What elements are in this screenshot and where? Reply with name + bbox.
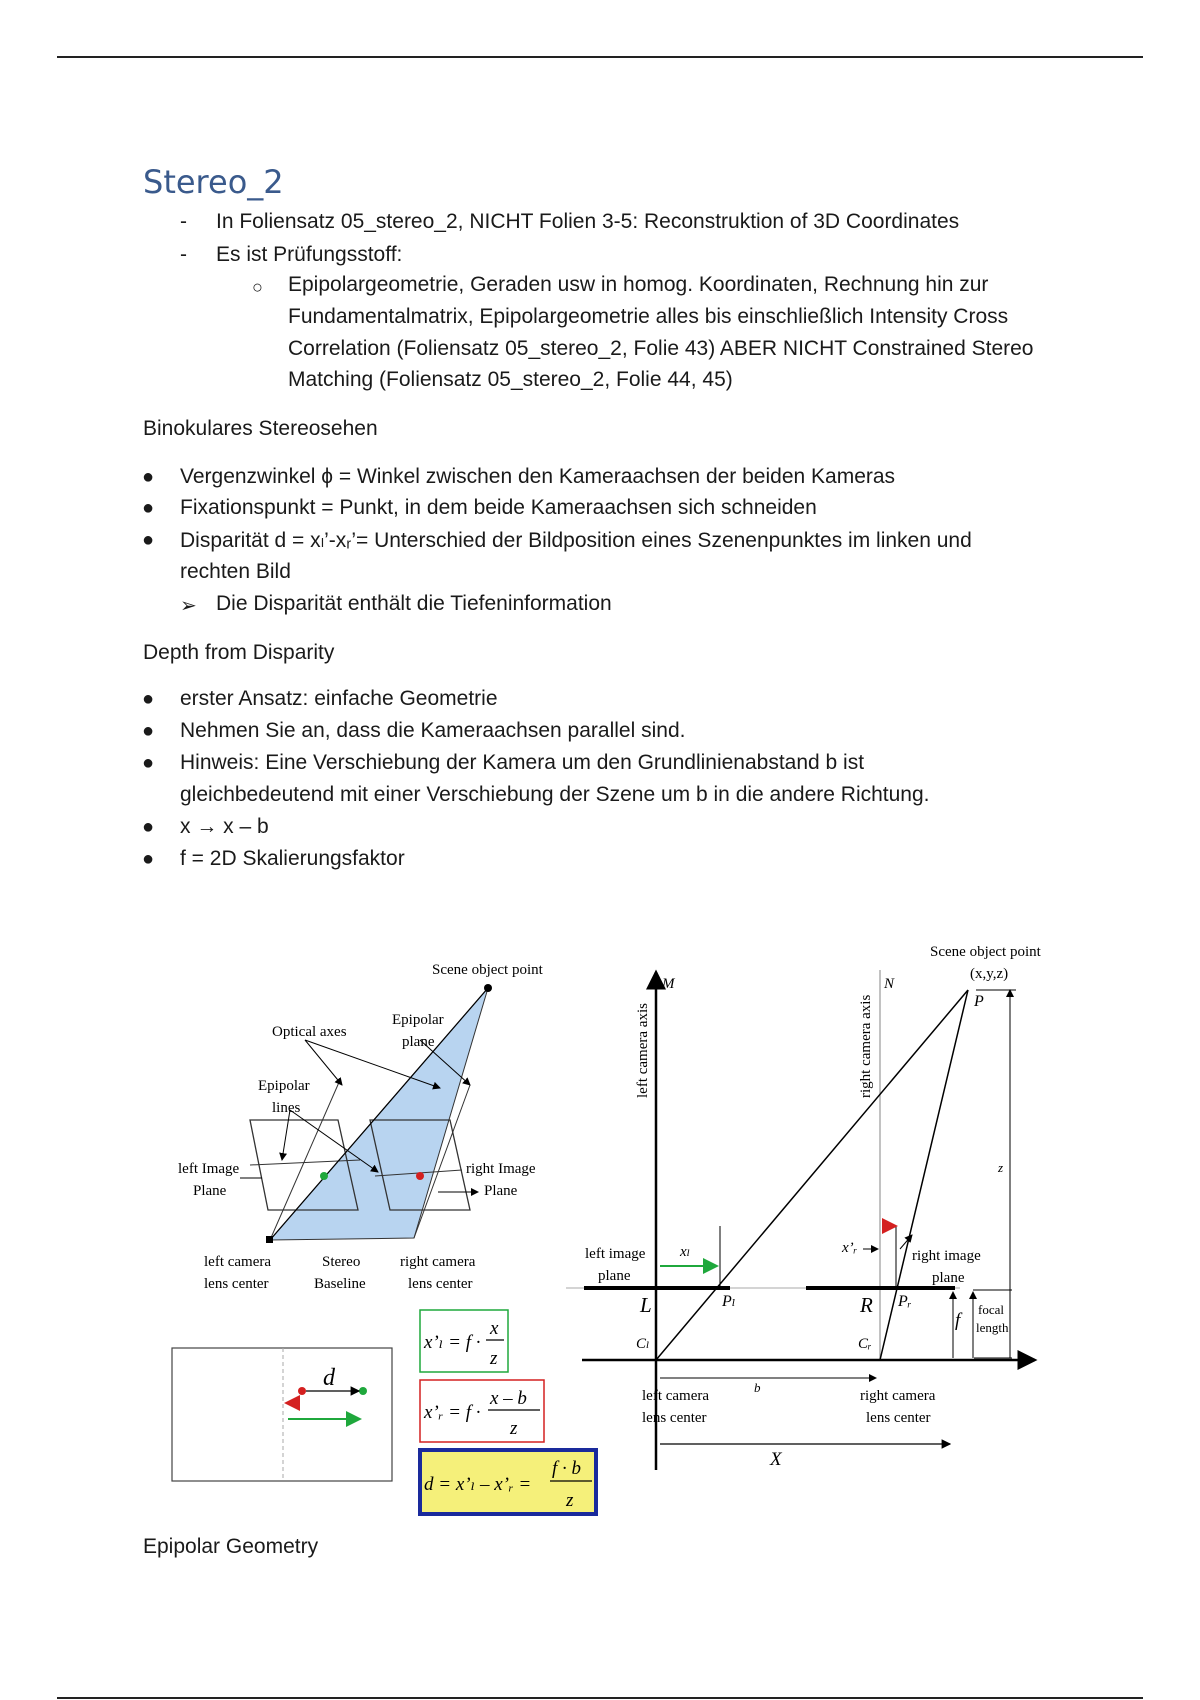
bullet-vergenzwinkel: Vergenzwinkel ϕ = Winkel zwischen den Kameraachsen der beiden Kameras: [180, 465, 896, 488]
intro-sub-line-3: Correlation (Foliensatz 05_stereo_2, Folie 43) ABER NICHT Constrained Stereo: [288, 337, 1034, 360]
dash-marker: -: [180, 243, 187, 266]
label-left-image-plane-1: left Image: [178, 1161, 240, 1177]
section-heading-epipolar: Epipolar Geometry: [143, 1535, 319, 1558]
intro-sub-line-2: Fundamentalmatrix, Epipolargeometrie alles bis einschließlich Intensity Cross: [288, 305, 1009, 328]
bullet-dot: ●: [142, 720, 155, 742]
sub-bullet-tiefe: Die Disparität enthält die Tiefeninformation: [216, 592, 612, 615]
left-projection-dot: [320, 1172, 328, 1180]
formula-d-den: z: [566, 1490, 574, 1511]
label-left-camera-2: lens center: [204, 1276, 269, 1292]
label-right-camera-axis: right camera axis: [858, 994, 874, 1098]
formula-xr: [420, 1380, 544, 1442]
label-Pl: Pₗ: [722, 1293, 736, 1310]
label-R: R: [860, 1293, 873, 1317]
label-b: b: [754, 1380, 761, 1395]
label-left-image-plane-r2: plane: [598, 1268, 631, 1284]
bullet-disparitaet-a: Disparität d = xₗ’-xᵣ’= Unterschied der Bildposition eines Szenenpunktes im linken und: [180, 529, 972, 552]
label-baseline-2: Baseline: [314, 1276, 366, 1292]
label-left-cam-center-2: lens center: [642, 1410, 707, 1426]
intro-sub-line-4: Matching (Foliensatz 05_stereo_2, Folie 44, 45): [288, 368, 733, 391]
label-focal-length-1: focal: [978, 1302, 1004, 1317]
label-N: N: [884, 976, 895, 992]
epipolar-geometry-diagram: [178, 962, 544, 1292]
bullet-fixationspunkt: Fixationspunkt = Punkt, in dem beide Kameraachsen sich schneiden: [180, 496, 817, 519]
bullet-dot: ●: [142, 466, 155, 488]
bullet-dot: ●: [142, 816, 155, 838]
bullet-dot: ●: [142, 752, 155, 774]
label-L: L: [640, 1293, 652, 1317]
label-left-image-plane-2: Plane: [193, 1183, 227, 1199]
section-heading-binokular: Binokulares Stereosehen: [143, 417, 378, 440]
formula-xl-den: z: [490, 1348, 498, 1369]
label-right-image-plane-2: Plane: [484, 1183, 518, 1199]
right-projection-dot: [416, 1172, 424, 1180]
label-M: M: [662, 976, 675, 992]
formula-xl: [420, 1310, 508, 1372]
label-xr: x’ᵣ: [842, 1240, 858, 1256]
dash-marker: -: [180, 210, 187, 233]
label-epipolar-lines-1: Epipolar: [258, 1078, 310, 1094]
formula-d: [420, 1450, 596, 1514]
label-epipolar-plane-2: plane: [402, 1034, 435, 1050]
intro-line-1: In Foliensatz 05_stereo_2, NICHT Folien 3-5: Reconstruktion of 3D Coordinates: [216, 210, 960, 233]
label-P: P: [974, 993, 984, 1010]
label-scene-obj-right-2: (x,y,z): [970, 966, 1009, 982]
label-Pr: Pᵣ: [898, 1293, 912, 1310]
bullet-x-minus-b: x → x – b: [180, 815, 269, 838]
label-right-camera-1: right camera: [400, 1254, 476, 1270]
bullet-dot: ●: [142, 848, 155, 870]
label-right-image-plane-1: right Image: [466, 1161, 536, 1177]
page-title: Stereo_2: [143, 163, 284, 201]
formula-xr-den: z: [510, 1418, 518, 1439]
label-z: z: [998, 1160, 1004, 1175]
formula-xr-lhs: x’ᵣ = f ·: [424, 1402, 481, 1423]
label-right-image-plane-r2: plane: [932, 1270, 965, 1286]
bullet-dot: ●: [142, 497, 155, 519]
scene-point-dot: [484, 984, 492, 992]
label-right-image-plane-r1: right image: [912, 1248, 981, 1264]
label-epipolar-plane-1: Epipolar: [392, 1012, 444, 1028]
label-Cr: Cᵣ: [858, 1336, 872, 1352]
formula-d-lhs: d = x’ₗ – x’ᵣ =: [424, 1474, 532, 1495]
intro-line-2: Es ist Prüfungsstoff:: [216, 243, 403, 266]
disparity-box: [172, 1348, 392, 1481]
label-X: X: [770, 1449, 782, 1470]
bullet-hinweis-a: Hinweis: Eine Verschiebung der Kamera um den Grundlinienabstand b ist: [180, 751, 865, 774]
label-right-cam-center-1: right camera: [860, 1388, 936, 1404]
bullet-disparitaet-b: rechten Bild: [180, 560, 291, 583]
label-scene-object-point: Scene object point: [432, 962, 543, 978]
label-d: d: [323, 1365, 335, 1391]
formula-xl-num: x: [490, 1318, 499, 1339]
label-baseline-1: Stereo: [322, 1254, 361, 1270]
label-xl: xₗ: [680, 1244, 691, 1260]
bullet-dot: ●: [142, 529, 155, 551]
bullet-hinweis-b: gleichbedeutend mit einer Verschiebung der Szene um b in die andere Richtung.: [180, 783, 930, 806]
bullet-dot: ●: [142, 688, 155, 710]
circle-bullet: ○: [252, 277, 263, 297]
formula-d-num: f · b: [552, 1458, 582, 1479]
label-left-camera-axis: left camera axis: [635, 1003, 651, 1098]
formula-xl-lhs: x’ₗ = f ·: [424, 1332, 481, 1353]
parallel-camera-diagram: [566, 944, 1042, 1470]
label-left-image-plane-r1: left image: [585, 1246, 646, 1262]
formula-xr-num: x – b: [490, 1388, 527, 1409]
label-left-cam-center-1: left camera: [642, 1388, 710, 1404]
arrow-bullet-icon: ➢: [180, 595, 197, 617]
label-right-cam-center-2: lens center: [866, 1410, 931, 1426]
label-epipolar-lines-2: lines: [272, 1100, 301, 1116]
bullet-parallel: Nehmen Sie an, dass die Kameraachsen parallel sind.: [180, 719, 686, 742]
label-f: f: [955, 1310, 961, 1331]
intro-sub-line-1: Epipolargeometrie, Geraden usw in homog. Koordinaten, Rechnung hin zur: [288, 273, 989, 296]
label-optical-axes: Optical axes: [272, 1024, 347, 1040]
label-scene-obj-right-1: Scene object point: [930, 944, 1041, 960]
label-focal-length-2: length: [976, 1320, 1009, 1335]
bullet-ansatz: erster Ansatz: einfache Geometrie: [180, 687, 498, 710]
bullet-skalierung: f = 2D Skalierungsfaktor: [180, 847, 405, 870]
label-Cl: Cₗ: [636, 1336, 650, 1352]
section-heading-depth: Depth from Disparity: [143, 641, 335, 664]
label-left-camera-1: left camera: [204, 1254, 272, 1270]
label-right-camera-2: lens center: [408, 1276, 473, 1292]
